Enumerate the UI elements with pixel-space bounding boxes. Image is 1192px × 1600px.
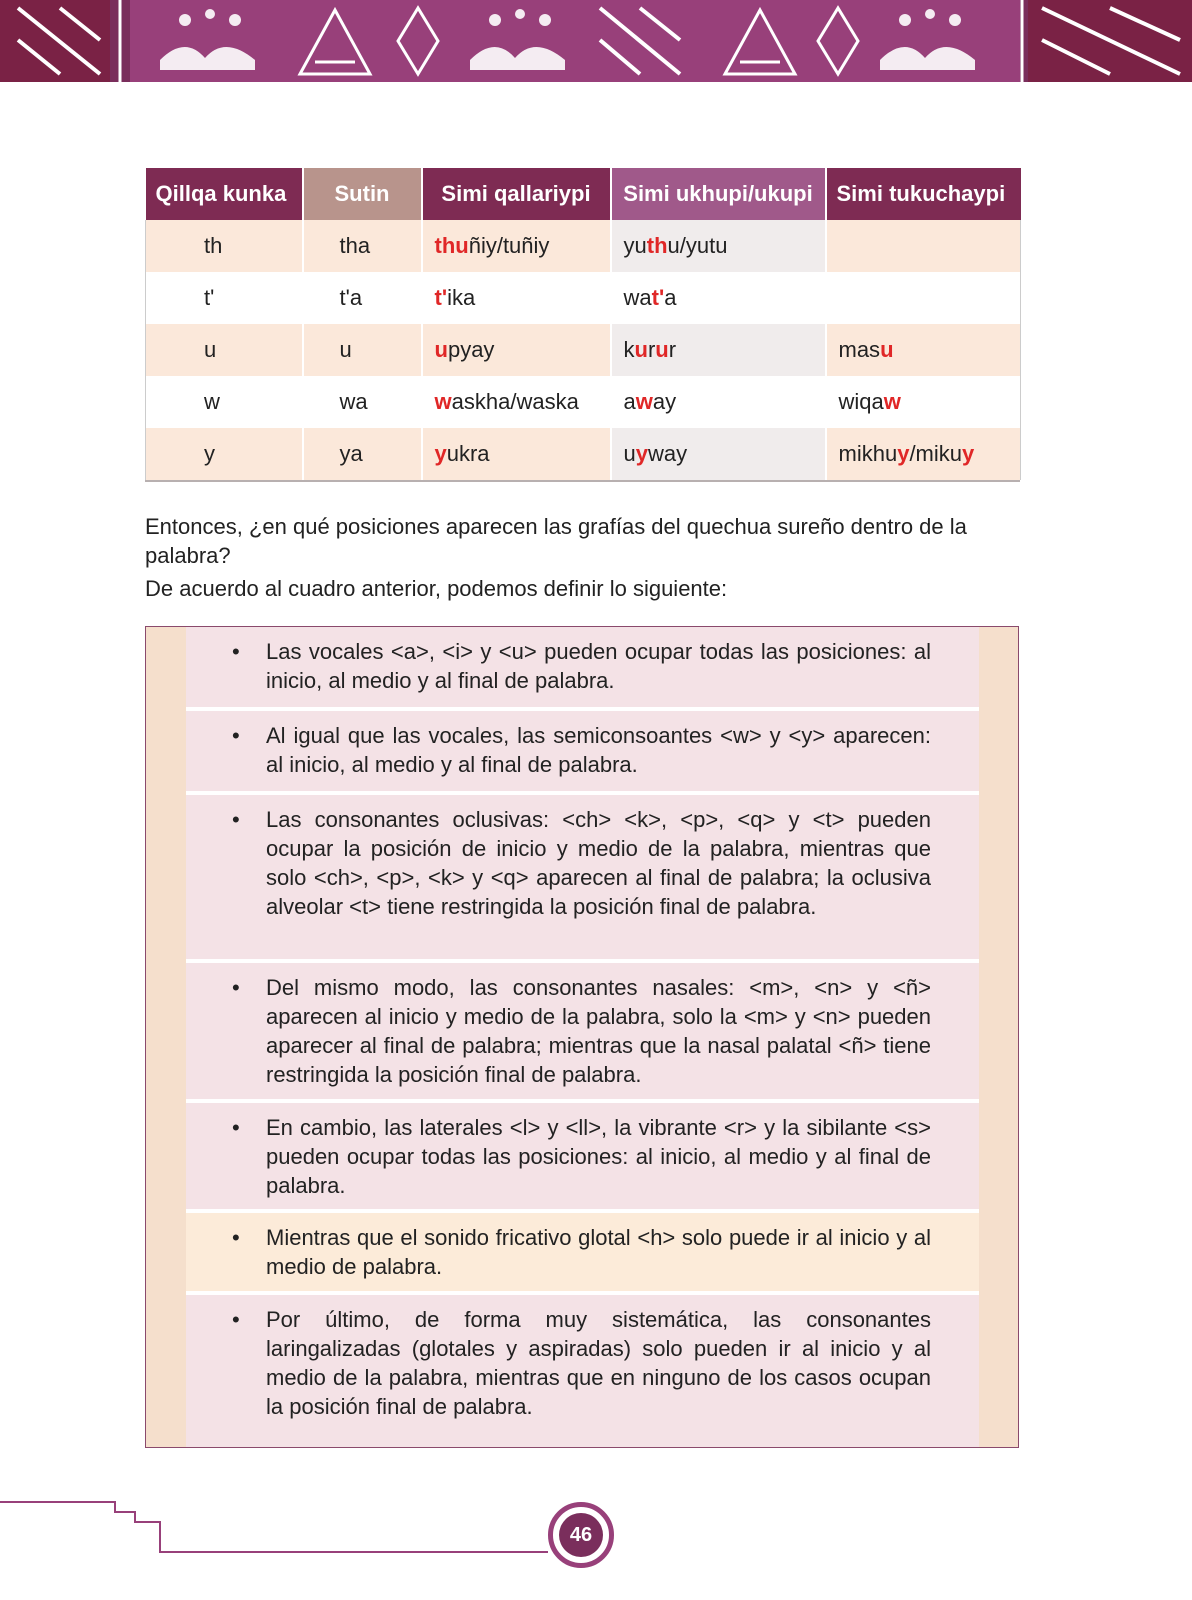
intro-text: De acuerdo al cuadro anterior, podemos definir lo siguiente: — [145, 576, 728, 601]
highlighted-letters: thu — [434, 233, 469, 258]
rule-text: En cambio, las laterales <l> y <ll>, la vibrante <r> y la sibilante <s> pueden ocupar todas las posiciones: al inicio, al medio y al final de palabra. — [266, 1115, 931, 1198]
bullet-icon: • — [232, 975, 240, 1000]
highlighted-letters: w — [635, 389, 653, 414]
rule-text: Las vocales <a>, <i> y <u> pueden ocupar todas las posiciones: al inicio, al medio y al final de palabra. — [266, 639, 931, 693]
qallariy-cell — [422, 272, 611, 324]
word-part: way — [648, 441, 688, 466]
highlighted-letters: y — [962, 441, 975, 466]
bullet-icon: • — [232, 639, 240, 664]
qallariy-cell — [422, 376, 611, 428]
word-part: r — [668, 337, 677, 362]
qallariy-cell — [422, 220, 611, 272]
rule-text: Las consonantes oclusivas: <ch> <k>, <p>, <q> y <t> pueden ocupar la posición de inicio y medio de la palabra, mientras que solo <ch>, <p>, <k> y <q> aparecen al final de palabra; la oclusiva alveolar <t> tiene restringida la posición final de palabra. — [266, 807, 931, 919]
ukhu-cell — [611, 220, 826, 272]
sutin-cell: ya — [303, 428, 422, 480]
column-header: Simi qallariypi — [422, 168, 611, 220]
page-number: 46 — [559, 1513, 603, 1557]
grafia-cell: w — [146, 376, 303, 428]
word-part: r — [647, 337, 656, 362]
tukuchay-cell — [826, 220, 1021, 272]
rule-text: Mientras que el sonido fricativo glotal <h> solo puede ir al inicio y al medio de palabra. — [266, 1225, 931, 1279]
grafia-cell: t' — [146, 272, 303, 324]
rule-item — [186, 1295, 979, 1447]
bullet-icon: • — [232, 1225, 240, 1250]
qallariy-cell — [422, 428, 611, 480]
page-number-badge — [548, 1502, 614, 1568]
rule-item — [186, 1103, 979, 1209]
table-row — [146, 376, 1021, 428]
word-part: wa — [623, 285, 652, 310]
word-part: ay — [652, 389, 677, 414]
highlighted-letters: u — [880, 337, 894, 362]
highlighted-letters: y — [434, 441, 447, 466]
highlighted-letters: w — [434, 389, 452, 414]
grafia-cell: y — [146, 428, 303, 480]
highlighted-letters: y — [635, 441, 648, 466]
sutin-cell: t'a — [303, 272, 422, 324]
textile-pattern-icon — [0, 0, 1192, 82]
tukuchay-cell — [826, 376, 1021, 428]
rules-box — [145, 626, 1019, 1448]
rule-text: Al igual que las vocales, las semiconsoantes <w> y <y> aparecen: al inicio, al medio y al final de palabra. — [266, 723, 931, 777]
table-row — [146, 428, 1021, 480]
ukhu-cell — [611, 376, 826, 428]
qallariy-cell — [422, 324, 611, 376]
highlighted-letters: u — [634, 337, 648, 362]
question-text: Entonces, ¿en qué posiciones aparecen las grafías del quechua sureño dentro de la palabra? — [145, 514, 967, 568]
rule-item — [186, 795, 979, 959]
highlighted-letters: th — [646, 233, 668, 258]
word-part: a — [664, 285, 677, 310]
rule-text: Del mismo modo, las consonantes nasales: <m>, <n> y <ñ> aparecen al inicio y medio de la palabra, solo la <m> y <n> pueden aparecer al final de palabra; mientras que la nasal palatal <ñ> tiene restringida la posición final de palabra. — [266, 975, 931, 1087]
highlighted-letters: u — [655, 337, 669, 362]
table-row — [146, 324, 1021, 376]
highlighted-letters: w — [883, 389, 901, 414]
highlighted-letters: u — [434, 337, 448, 362]
highlighted-letters: t' — [434, 285, 448, 310]
word-part: askha/waska — [451, 389, 579, 414]
sutin-cell: u — [303, 324, 422, 376]
table-row — [146, 220, 1021, 272]
bullet-icon: • — [232, 723, 240, 748]
ukhu-cell — [611, 428, 826, 480]
word-part: wiqa — [838, 389, 884, 414]
ukhu-cell — [611, 324, 826, 376]
column-header: Sutin — [303, 168, 422, 220]
tukuchay-cell — [826, 428, 1021, 480]
highlighted-letters: y — [897, 441, 910, 466]
word-part: mikhu — [838, 441, 898, 466]
rule-item — [186, 1213, 979, 1291]
rule-text: Por último, de forma muy sistemática, las consonantes laringalizadas (glotales y aspiradas) solo pueden ir al inicio y al medio de la palabra, mientras que en ninguno de los casos ocupan la posición final de palabra. — [266, 1307, 931, 1419]
sutin-cell: wa — [303, 376, 422, 428]
rules-list — [186, 627, 979, 1447]
decorative-banner — [0, 0, 1192, 82]
word-part: mas — [838, 337, 881, 362]
ukhu-cell — [611, 272, 826, 324]
word-part: k — [623, 337, 635, 362]
bullet-icon: • — [232, 1115, 240, 1140]
word-part: ñiy/tuñiy — [468, 233, 550, 258]
column-header: Simi tukuchaypi — [826, 168, 1021, 220]
table-header-row — [146, 168, 1021, 220]
word-part: pyay — [447, 337, 495, 362]
tukuchay-cell — [826, 324, 1021, 376]
word-part: ika — [447, 285, 476, 310]
table-row — [146, 272, 1021, 324]
word-part: ukra — [446, 441, 490, 466]
grafias-table — [145, 168, 1020, 482]
bullet-icon: • — [232, 1307, 240, 1332]
tukuchay-cell — [826, 272, 1021, 324]
column-header: Simi ukhupi/ukupi — [611, 168, 826, 220]
sutin-cell: tha — [303, 220, 422, 272]
word-part: yu — [623, 233, 647, 258]
word-part: u — [623, 441, 636, 466]
grafia-cell: u — [146, 324, 303, 376]
word-part: u/yutu — [667, 233, 728, 258]
highlighted-letters: t' — [651, 285, 665, 310]
rule-item — [186, 711, 979, 791]
bullet-icon: • — [232, 807, 240, 832]
word-part: a — [623, 389, 636, 414]
grafia-cell: th — [146, 220, 303, 272]
word-part: /miku — [909, 441, 962, 466]
rule-item — [186, 627, 979, 707]
column-header: Qillqa kunka — [146, 168, 303, 220]
rule-item — [186, 963, 979, 1099]
